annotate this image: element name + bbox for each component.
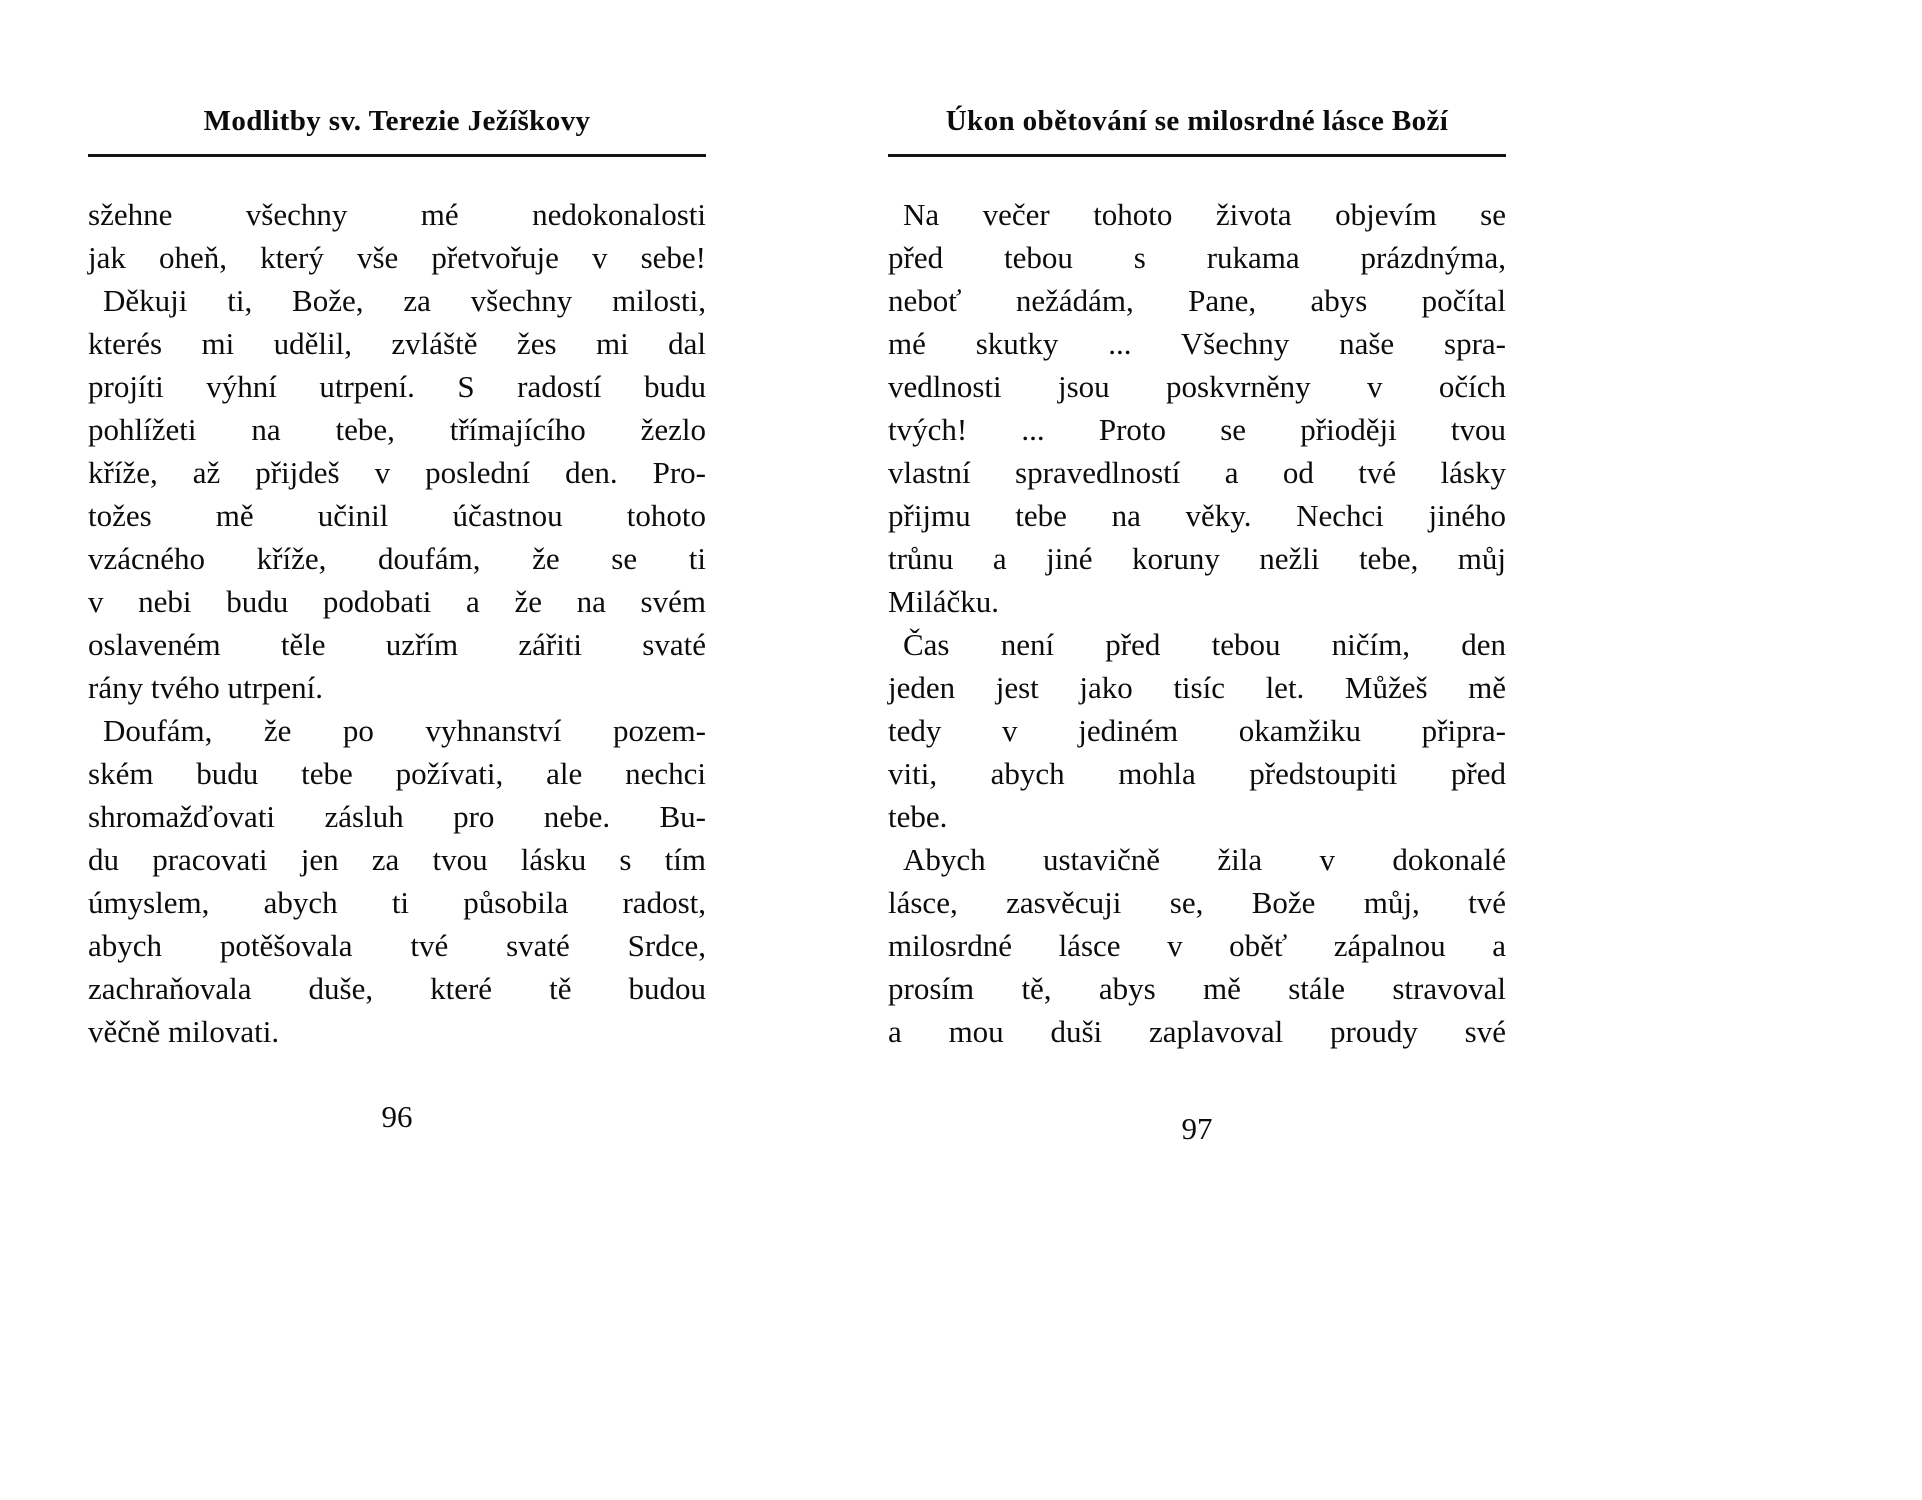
paragraph	[888, 838, 1506, 1053]
text-line: lásce, zasvěcuji se, Bože můj, tvé	[888, 885, 1506, 920]
text-line: shromažďovati zásluh pro nebe. Bu-	[88, 799, 706, 834]
text-line: neboť nežádám, Pane, abys počítal	[888, 283, 1506, 318]
text-line: mé skutky ... Všechny naše spra-	[888, 326, 1506, 361]
text-line: Doufám, že po vyhnanství pozem-	[103, 713, 706, 748]
text-line: prosím tě, abys mě stále stravoval	[888, 971, 1506, 1006]
page-right	[888, 103, 1506, 1147]
text-line: jeden jest jako tisíc let. Můžeš mě	[888, 670, 1506, 705]
text-line: v nebi budu podobati a že na svém	[88, 584, 706, 619]
text-line: abych potěšovala tvé svaté Srdce,	[88, 928, 706, 963]
text-line: tebe.	[888, 799, 948, 834]
header-rule-right	[888, 154, 1506, 157]
text-line: Děkuji ti, Bože, za všechny milosti,	[103, 283, 706, 318]
paragraph	[888, 193, 1506, 623]
page-number-right: 97	[1181, 1111, 1213, 1146]
text-line: kříže, až přijdeš v poslední den. Pro-	[88, 455, 706, 490]
paragraph	[88, 709, 706, 1053]
text-line: zachraňovala duše, které tě budou	[88, 971, 706, 1006]
text-line: kterés mi udělil, zvláště žes mi dal	[88, 326, 706, 361]
text-line: přijmu tebe na věky. Nechci jiného	[888, 498, 1506, 533]
page-number-left: 96	[381, 1099, 413, 1134]
text-line: Abych ustavičně žila v dokonalé	[903, 842, 1506, 877]
page-text-right	[888, 193, 1506, 1053]
paragraph	[888, 623, 1506, 838]
text-line: sžehne všechny mé nedokonalosti	[88, 197, 706, 232]
text-line: věčně milovati.	[88, 1014, 280, 1049]
page-header-right: Úkon obětování se milosrdné lásce Boží	[945, 105, 1449, 137]
text-line: oslaveném těle uzřím zářiti svaté	[88, 627, 706, 662]
text-line: vzácného kříže, doufám, že se ti	[88, 541, 706, 576]
text-line: a mou duši zaplavoval proudy své	[888, 1014, 1506, 1049]
text-line: rány tvého utrpení.	[88, 670, 324, 705]
text-line: před tebou s rukama prázdnýma,	[888, 240, 1506, 275]
text-line: viti, abych mohla předstoupiti před	[888, 756, 1506, 791]
header-rule-left	[88, 154, 706, 157]
text-line: tedy v jediném okamžiku připra-	[888, 713, 1506, 748]
text-line: úmyslem, abych ti působila radost,	[88, 885, 706, 920]
text-line: Na večer tohoto života objevím se	[903, 197, 1506, 232]
text-line: tvých! ... Proto se přioději tvou	[888, 412, 1506, 447]
text-line: jak oheň, který vše přetvořuje v sebe!	[88, 240, 706, 275]
text-line: vedlnosti jsou poskvrněny v očích	[888, 369, 1506, 404]
page-header-left: Modlitby sv. Terezie Ježíškovy	[203, 105, 591, 137]
text-line: tožes mě učinil účastnou tohoto	[88, 498, 706, 533]
text-line: pohlížeti na tebe, třímajícího žezlo	[88, 412, 706, 447]
text-line: trůnu a jiné koruny nežli tebe, můj	[888, 541, 1506, 576]
page-left	[88, 103, 706, 1147]
text-line: milosrdné lásce v oběť zápalnou a	[888, 928, 1506, 963]
paragraph	[88, 193, 706, 279]
text-line: ském budu tebe požívati, ale nechci	[88, 756, 706, 791]
text-line: Miláčku.	[888, 584, 1000, 619]
text-line: Čas není před tebou ničím, den	[903, 627, 1506, 662]
text-line: du pracovati jen za tvou lásku s tím	[88, 842, 706, 877]
text-line: projíti výhní utrpení. S radostí budu	[88, 369, 706, 404]
page-text-left	[88, 193, 706, 1053]
paragraph	[88, 279, 706, 709]
text-line: vlastní spravedlností a od tvé lásky	[888, 455, 1506, 490]
